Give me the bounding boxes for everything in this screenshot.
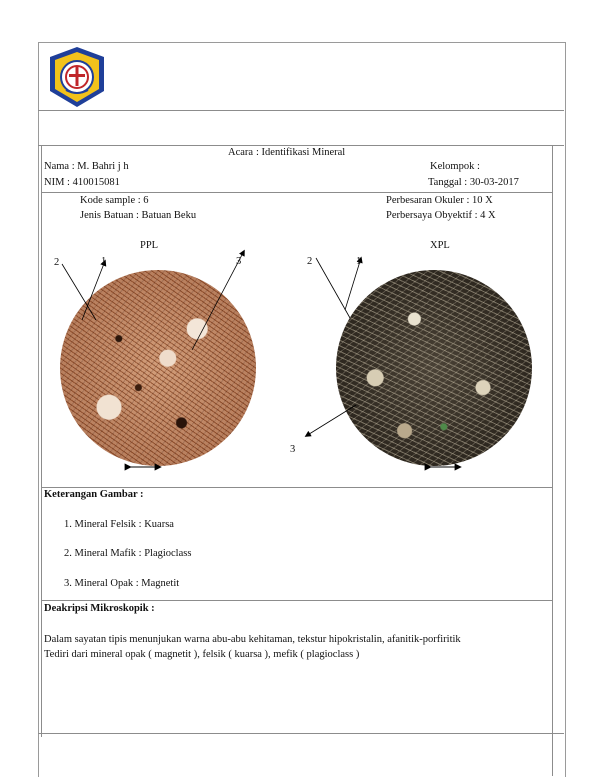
deskripsi-line-2: Tediri dari mineral opak ( magnetit ), felsik ( kuarsa ), mefik ( plagioclass ) [44,649,360,660]
perbesaran-obyektif-field: Perbersaya Obyektif : 4 X [386,210,496,221]
ppl-label-1: 1 [101,256,107,267]
keterangan-item-1: 1. Mineral Felsik : Kuarsa [64,519,174,530]
jenis-batuan-field: Jenis Batuan : Batuan Beku [80,210,197,221]
nim-field: NIM : 410015081 [44,177,120,188]
xpl-label-2: 2 [307,256,313,267]
kelompok-field: Kelompok : [430,161,480,172]
deskripsi-line-1: Dalam sayatan tipis menunjukan warna abu-abu kehitaman, tekstur hipokristalin, afanitik-porfiritik [44,634,461,645]
ppl-title: PPL [140,240,159,251]
keterangan-title: Keterangan Gambar : [44,489,144,500]
xpl-label-3: 3 [290,444,296,455]
xpl-arrow-3 [306,405,356,436]
xpl-label-1: 1 [356,256,362,267]
keterangan-item-2: 2. Mineral Mafik : Plagioclass [64,548,192,559]
perbesaran-okuler-field: Perbesaran Okuler : 10 X [386,195,493,206]
acara-label: Acara [228,147,254,158]
keterangan-item-3: 3. Mineral Opak : Magnetit [64,578,180,589]
xpl-title: XPL [430,240,450,251]
deskripsi-title: Deakripsi Mikroskopik : [44,603,155,614]
tanggal-field: Tanggal : 30-03-2017 [428,177,519,188]
ppl-label-2: 2 [54,257,60,268]
kode-sample-field: Kode sample : 6 [80,195,149,206]
acara-value: : Identifikasi Mineral [256,147,346,158]
ppl-label-3: 3 [236,256,242,267]
nama-field: Nama : M. Bahri j h [44,161,129,172]
ppl-leader-2 [62,264,96,320]
ppl-arrow-1 [82,261,105,320]
